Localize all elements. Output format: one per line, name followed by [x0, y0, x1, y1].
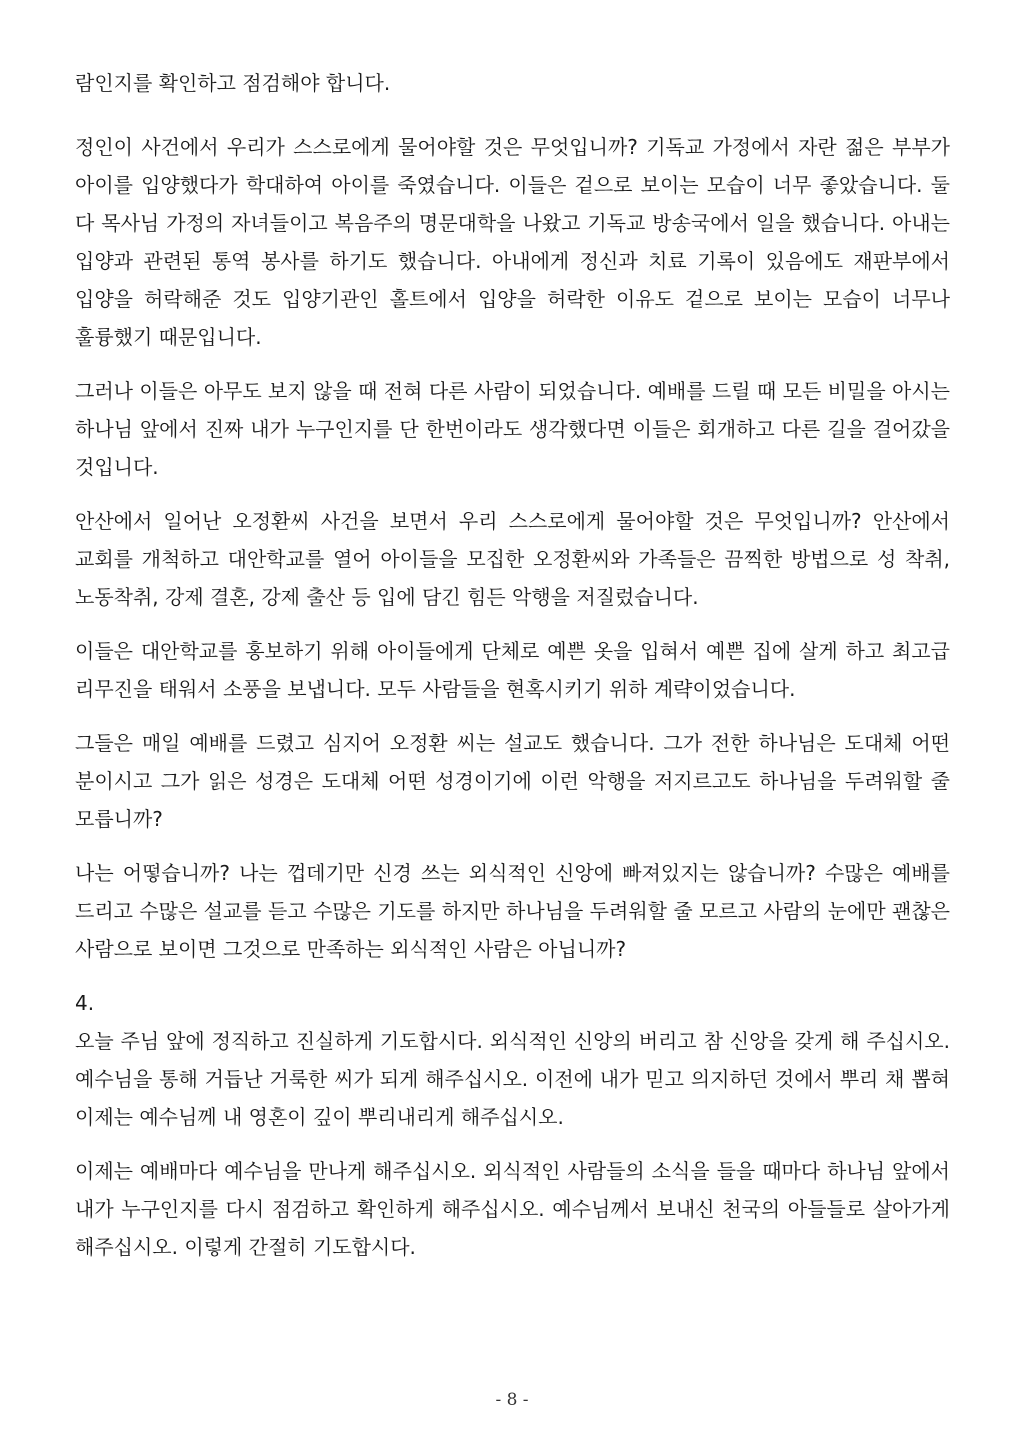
page-number: - 8 -: [495, 1390, 529, 1410]
paragraph-self-reflection: 나는 어떻습니까? 나는 껍데기만 신경 쓰는 외식적인 신앙에 빠져있지는 않습니까? 수많은 예배를 드리고 수많은 설교를 듣고 수많은 기도를 하지만 하나님을 두려워할 줄 모르고 사람의 눈에만 괜찮은 사람으로 보이면 그것으로 만족하는 외식적인 사람은 아닙니까?: [75, 861, 950, 961]
paragraph-prayer-2: 이제는 예배마다 예수님을 만나게 해주십시오. 외식적인 사람들의 소식을 들을 때마다 하나님 앞에서 내가 누구인지를 다시 점검하고 확인하게 해주십시오. 예수님께서 보내신 천국의 아들들로 살아가게 해주십시오. 이렇게 간절히 기도합시다.: [75, 1159, 950, 1259]
paragraph-alternative-school: 이들은 대안학교를 홍보하기 위해 아이들에게 단체로 예쁜 옷을 입혀서 예쁜 집에 살게 하고 최고급 리무진을 태워서 소풍을 보냅니다. 모두 사람들을 현혹시키기 위하 계략이었습니다.: [75, 639, 950, 701]
paragraph-jungin-case: 정인이 사건에서 우리가 스스로에게 물어야할 것은 무엇입니까? 기독교 가정에서 자란 젊은 부부가 아이를 입양했다가 학대하여 아이를 죽였습니다. 이들은 겉으로 보이는 모습이 너무 좋았습니다. 둘 다 목사님 가정의 자녀들이고 복음주의 명문대학을 나왔고 기독교 방송국에서 일을 했습니다. 아내는 입양과 관련된 통역 봉사를 하기도 했습니다. 아내에게 정신과 치료 기록이 있음에도 재판부에서 입양을 허락해준 것도 입양기관인 홀트에서 입양을 허락한 이유도 겉으로 보이는 모습이 너무나 훌륭했기 때문입니다.: [75, 135, 950, 349]
document-body: [75, 64, 950, 1282]
paragraph-ansan-case: 안산에서 일어난 오정환씨 사건을 보면서 우리 스스로에게 물어야할 것은 무엇입니까? 안산에서 교회를 개척하고 대안학교를 열어 아이들을 모집한 오정환씨와 가족들은 끔찍한 방법으로 성 착취, 노동착취, 강제 결혼, 강제 출산 등 입에 담긴 힘든 악행을 저질렀습니다.: [75, 509, 950, 609]
paragraph-intro: 람인지를 확인하고 점검해야 합니다.: [75, 71, 391, 95]
paragraph-worship-sermon: 그들은 매일 예배를 드렸고 심지어 오정환 씨는 설교도 했습니다. 그가 전한 하나님은 도대체 어떤 분이시고 그가 읽은 성경은 도대체 어떤 성경이기에 이런 악행을 저지르고도 하나님을 두려워할 줄 모릅니까?: [75, 731, 950, 831]
paragraph-prayer-1: 오늘 주님 앞에 정직하고 진실하게 기도합시다. 외식적인 신앙의 버리고 참 신앙을 갖게 해 주십시오. 예수님을 통해 거듭난 거룩한 씨가 되게 해주십시오. 이전에 내가 믿고 의지하던 것에서 뿌리 채 뽑혀 이제는 예수님께 내 영혼이 깊이 뿌리내리게 해주십시오.: [75, 1029, 950, 1129]
paragraph-repentance: 그러나 이들은 아무도 보지 않을 때 전혀 다른 사람이 되었습니다. 예배를 드릴 때 모든 비밀을 아시는 하나님 앞에서 진짜 내가 누구인지를 단 한번이라도 생각했다면 이들은 회개하고 다른 길을 걸어갔을 것입니다.: [75, 379, 950, 479]
section-number: 4.: [75, 991, 95, 1015]
